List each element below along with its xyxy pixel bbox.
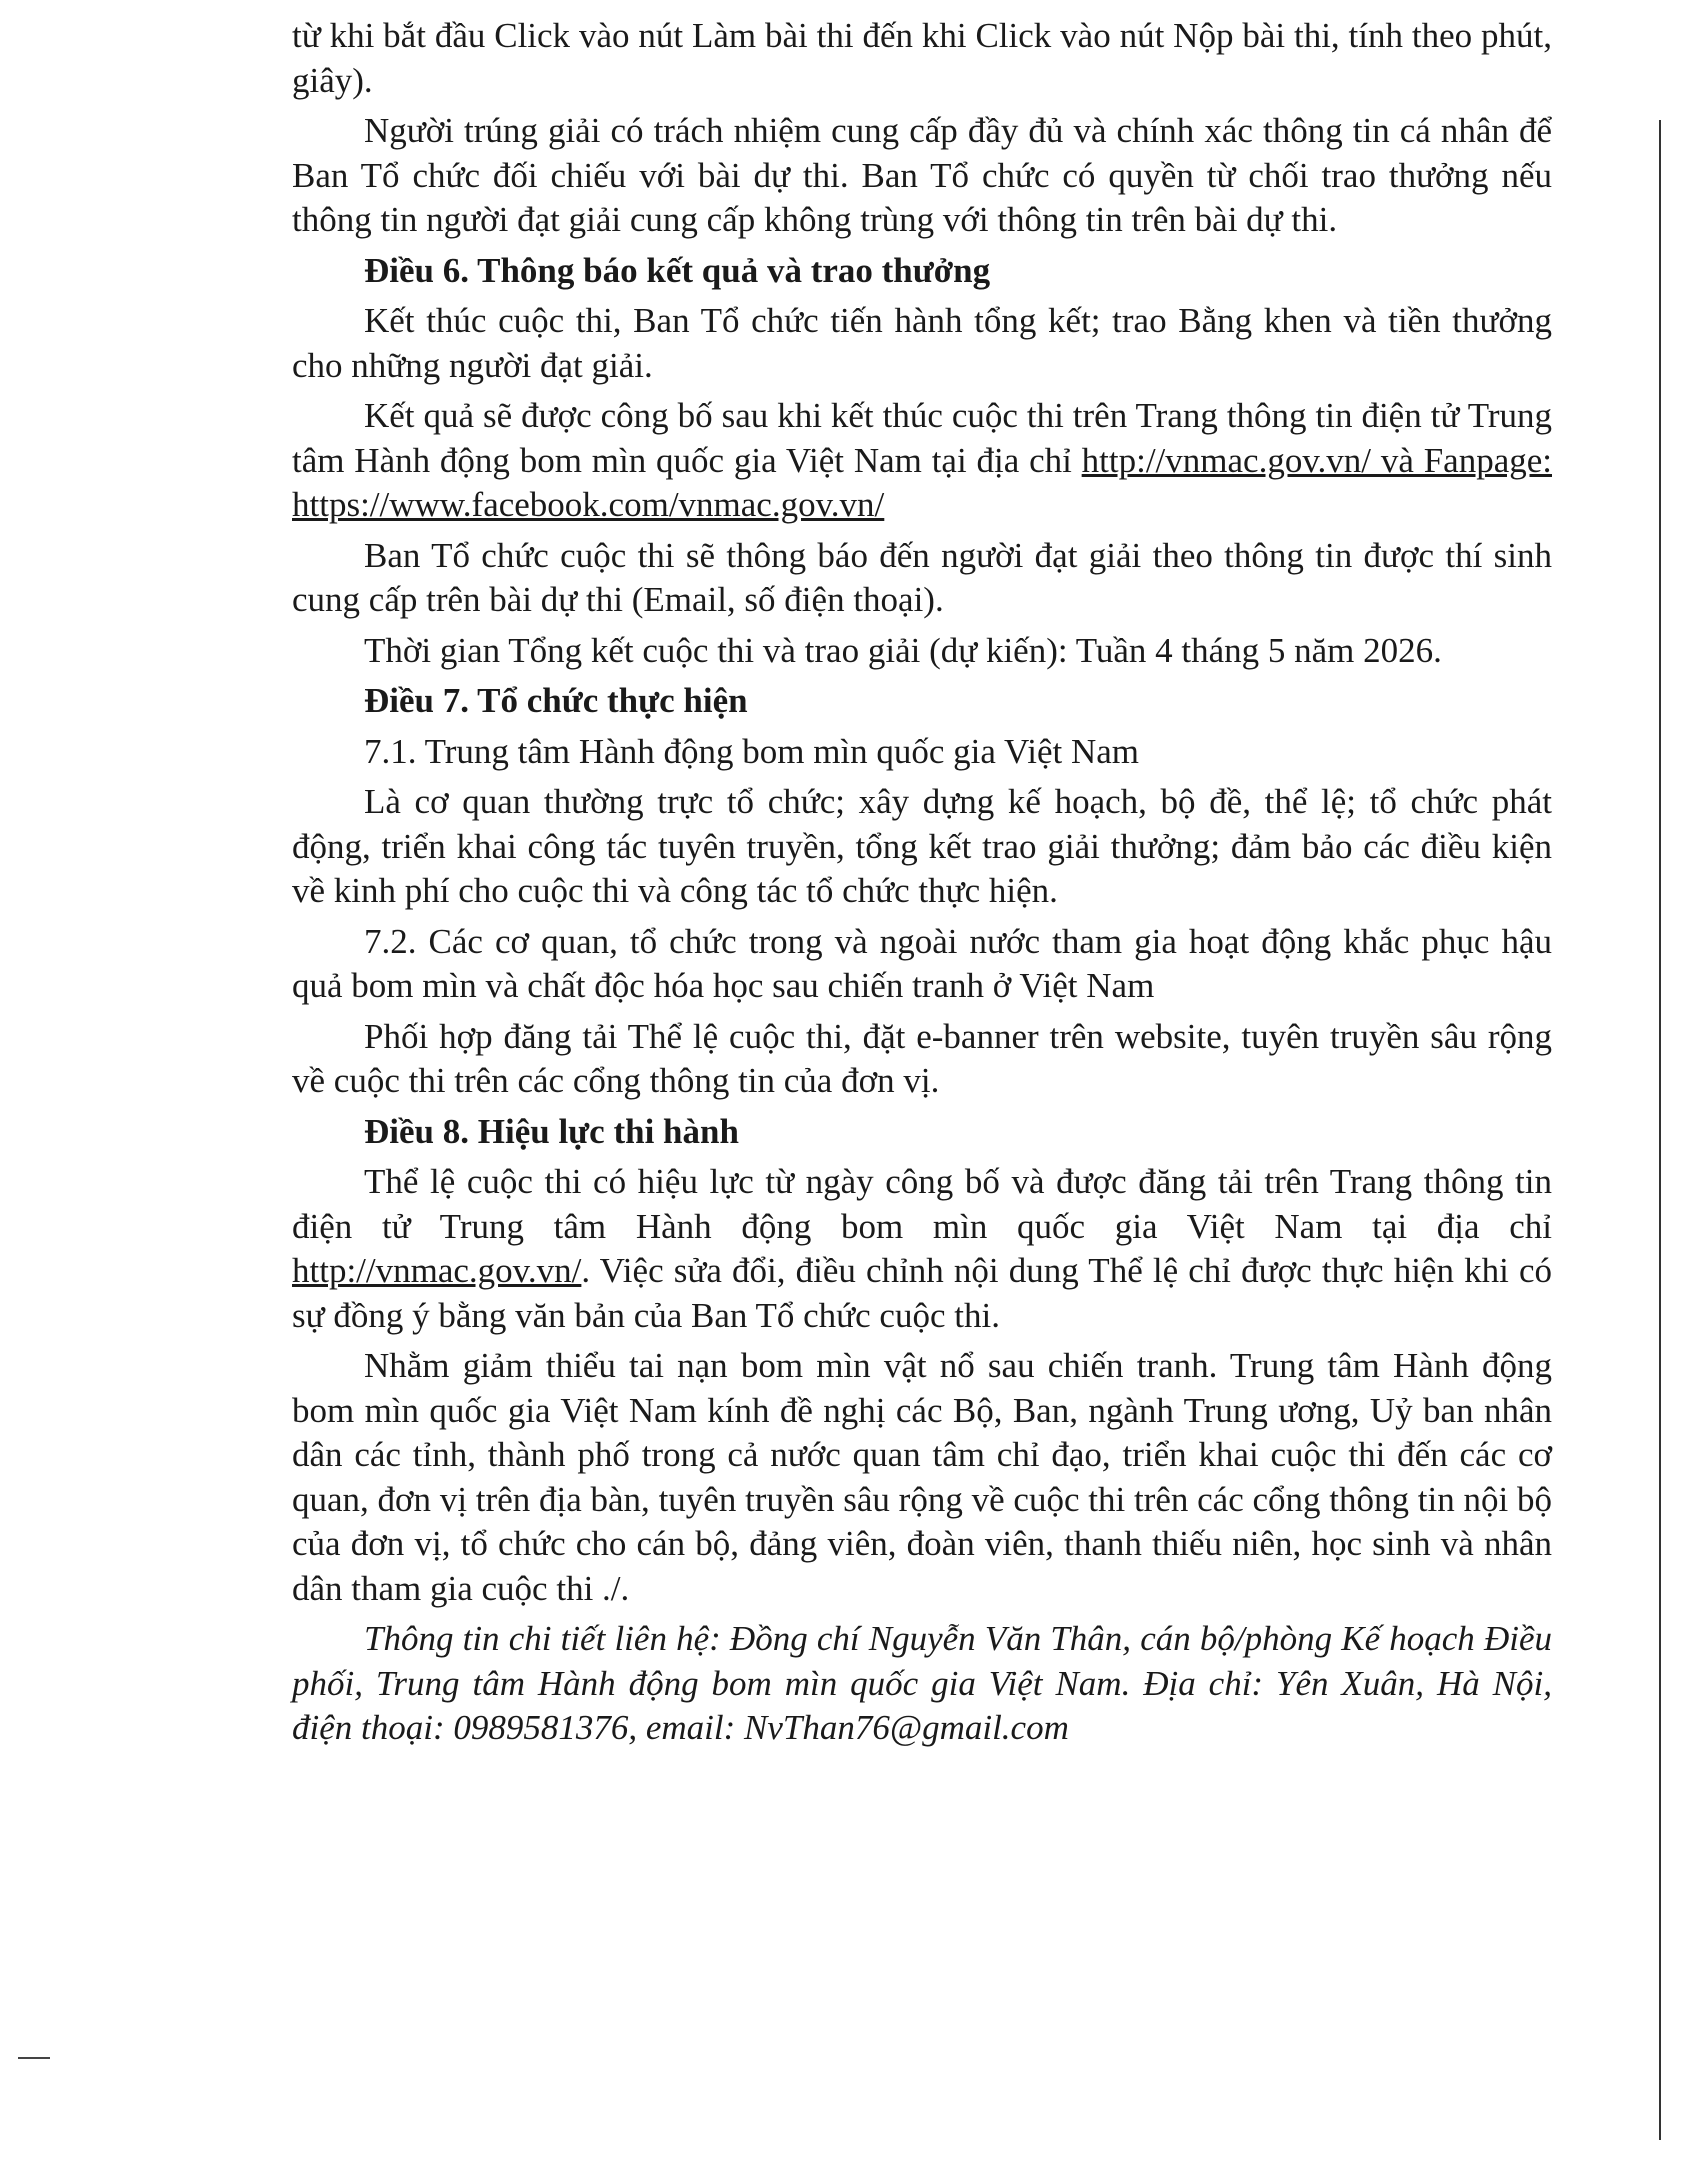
paragraph-7-2: 7.2. Các cơ quan, tổ chức trong và ngoài nước tham gia hoạt động khắc phục hậu quả bom mìn và chất độc hóa học sau chiến tranh ở Việt Nam [292,921,1552,1005]
paragraph-7-1-desc: Là cơ quan thường trực tổ chức; xây dựng kế hoạch, bộ đề, thể lệ; tổ chức phát động, triển khai công tác tuyên truyền, tổng kết trao giải thưởng; đảm bảo các điều kiện về kinh phí cho cuộc thi và công tác tổ chức thực hiện. [292,782,1552,910]
paragraph-summary: Kết thúc cuộc thi, Ban Tổ chức tiến hành tổng kết; trao Bằng khen và tiền thưởng cho những người đạt giải. [292,301,1552,385]
paragraph-request: Nhằm giảm thiểu tai nạn bom mìn vật nổ sau chiến tranh. Trung tâm Hành động bom mìn quốc gia Việt Nam kính đề nghị các Bộ, Ban, ngành Trung ương, Uỷ ban nhân dân các tỉnh, thành phố trong cả nước quan tâm chỉ đạo, triển khai cuộc thi đến các cơ quan, đơn vị trên địa bàn, tuyên truyền sâu rộng về cuộc thi trên các cổng thông tin nội bộ của đơn vị, tổ chức cho cán bộ, đảng viên, đoàn viên, thanh thiếu niên, học sinh và nhân dân tham gia cuộc thi ./. [292,1346,1552,1608]
results-links[interactable]: http://vnmac.gov.vn/ và Fanpage: https://www.facebook.com/vnmac.gov.vn/ [292,440,1552,524]
paragraph-7-1: 7.1. Trung tâm Hành động bom mìn quốc gia Việt Nam [364,731,1139,771]
paragraph-contact: Thông tin chi tiết liên hệ: Đồng chí Nguyễn Văn Thân, cán bộ/phòng Kế hoạch Điều phối, Trung tâm Hành động bom mìn quốc gia Việt Nam. Địa chỉ: Yên Xuân, Hà Nội, điện thoại: 0989581376, email: NvThan76@gmail.com [292,1619,1552,1747]
paragraph-winner-info: Người trúng giải có trách nhiệm cung cấp đầy đủ và chính xác thông tin cá nhân để Ban Tổ chức đối chiếu với bài dự thi. Ban Tổ chức có quyền từ chối trao thưởng nếu thông tin người đạt giải cung cấp không trùng với thông tin trên bài dự thi. [292,111,1552,239]
results-text: Kết quả sẽ được công bố sau khi kết thúc cuộc thi trên Trang thông tin điện tử Trung tâm Hành động bom mìn quốc gia Việt Nam tại địa chỉ [292,396,1552,480]
paragraph-schedule: Thời gian Tổng kết cuộc thi và trao giải (dự kiến): Tuần 4 tháng 5 năm 2026. [364,630,1442,670]
margin-mark [18,2057,50,2059]
effect-link[interactable]: http://vnmac.gov.vn/ [292,1251,582,1290]
paragraph-timing: từ khi bắt đầu Click vào nút Làm bài thi đến khi Click vào nút Nộp bài thi, tính theo phút, giây). [292,16,1552,100]
heading-article-6: Điều 6. Thông báo kết quả và trao thưởng [364,250,991,290]
effect-text: Thể lệ cuộc thi có hiệu lực từ ngày công bố và được đăng tải trên Trang thông tin điện tử Trung tâm Hành động bom mìn quốc gia Việt Nam tại địa chỉ [292,1162,1552,1246]
effect-text-tail: . Việc sửa đổi, điều chỉnh nội dung Thể lệ chỉ được thực hiện khi có sự đồng ý bằng văn bản của Ban Tổ chức cuộc thi. [292,1251,1552,1335]
document-page [292,14,1552,1757]
heading-article-8: Điều 8. Hiệu lực thi hành [364,1111,739,1151]
paragraph-effect [292,1160,1552,1338]
paragraph-results [292,394,1552,528]
heading-article-7: Điều 7. Tổ chức thực hiện [364,681,748,720]
paragraph-notify: Ban Tổ chức cuộc thi sẽ thông báo đến người đạt giải theo thông tin được thí sinh cung cấp trên bài dự thi (Email, số điện thoại). [292,535,1552,619]
paragraph-7-2-desc: Phối hợp đăng tải Thể lệ cuộc thi, đặt e-banner trên website, tuyên truyền sâu rộng về cuộc thi trên các cổng thông tin của đơn vị. [292,1016,1552,1100]
scan-edge-line [1659,120,1661,2140]
